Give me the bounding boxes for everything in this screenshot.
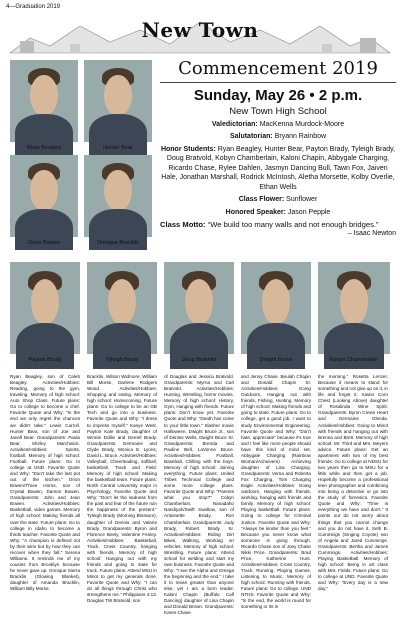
page-number: 4—Graduation 2019: [6, 4, 61, 10]
valedictorian-name: MacKenna Murdock-Moore: [259, 121, 345, 128]
class-motto-label: Class Motto:: [160, 219, 206, 229]
photo-caption: Dwight Bruce: [259, 357, 293, 363]
honored-speaker-name: Jason Pepple: [287, 208, 331, 216]
motto-attribution: – Isaac Newton: [347, 230, 396, 238]
student-photo: [10, 60, 78, 142]
honor-students-names: Ryan Beagley, Hunter Bear, Payton Brady, Tyleigh Brady, Doug Bratvold, Kobyn Chamberlain, Kaloni Chapin, Abbygale Charging, Ricardo Chase, Rylee Dahlen, Jasmyn Dancing Bull, Tawn Fox, Jaiven Hale, Jonathan Marshall, Rodrick McIntosh, Aletha Morsette, Kolby Overlie, Ethan Wells: [161, 145, 396, 191]
bio-column: Ryan Beagley, son of Caleb Beagley. Activities/Hobbies: Reading, going to the gym, traveling. Memory of high school: Auto Shop Class. Future plans: Go to college to become a chef. Favorite Quote and Why: "In the end we only regret the chances we didn't take." Lewis Carroll. Hunter Bear, son of Joe and Janell Bear. Grandparents: Paula Bear, Shirley Marchwick. Activities/Hobbies: Sports, football. Memory of high school: Football. Future plans: Go to college at UND. Favorite Quote and Why: "Don't take the last pot out of the kitchen." Orion Bowen/Three Horns, son of Crystal Bowen, Damon Bowen. Grandparents: John and Jean Bowen. Activities/Hobbies: Basketball, video games. Memory of high school: Making friends all over the state. Future plans: Go to college in Idaho to become a thirds teacher. Favorite Quote and Why: "A champion is defined not by their wins but by how they can recover when they fall." Serena Williams. It reminds me of my cousins from Brooklyn because he never gave up. Onnique Sierra Bracklin (Glowing Blanket), daughter of Amanda Bracklin, William Billy Morse.: [10, 374, 80, 592]
valedictorian-label: Valedictorian:: [211, 121, 258, 128]
photo-caption: Tyleigh Brady: [105, 357, 139, 363]
salutatorian-name: Bryann Rainbow: [274, 133, 327, 141]
salutatorian-label: Salutatorian:: [229, 133, 273, 141]
honor-students-line: [160, 145, 396, 192]
student-photo: [84, 60, 152, 142]
student-photo: [87, 262, 157, 354]
photo-caption: Payton Brady: [28, 357, 62, 363]
photo-caption: Orion Bowen: [28, 240, 60, 246]
bio-column: of Douglas and Jessica Bratvold. Grandparents: Myrna and Carl Bratvold. Activities/Hobbies: Hunting, Wrestling, horror movies. Memory of high school: History, Gym, Hanging with friends. Future plans: Don't know yet. Favorite Quote and Why: "Death has come to your little town." Slasher movie Halloween. Dwight Bruce Jr., son of Denise Wells, Dwight Bruce Sr. Grandparents: Brenda and Pauline Bell, LaVonne Bruce. Activities/Hobbies: Football, Baseball, Chilling with the boys. Memory of high school: Joining everything. Future plans: United Tribes Technical College and some more college plans. Favorite Quote and Why: "Parents what you stop?" Cobyn Chamberlain, Nanadaho Nandiyah/Swift Swallow, son of Antoinette Brady, Ron Chamberlain. Grandparents: Judy Brady, Robert Brady Sr. Activities/Hobbies: Riding Dirt Bikes, Walking, Working on vehicles. Memory of high school: Wrestling. Future plans: Attend school for welding and start my own business. Favorite Quote and Why: "I see the Alpha and Omega the beginning and the end." I take it to mean greater than anyone else, yet I am a born leader. Kaloni Chapin (Buffalo Calf Dancing) daughter of Lisa Chapin and Donald Brown. Grandparents: Karen Chase: [164, 374, 234, 616]
date-time: Sunday, May 26 • 2 p.m.: [193, 87, 363, 104]
bio-column: and Jenny Chase, Beulah Chapin and Donald Chapin Sr. Activities/Hobbies: Going Outdoors, Hanging out with friends, Fishing, Hunting. Memory of high school: Making friends and going to state. Future plans: Go to college, get a good job. I want to study Environmental Engineering. Favorite Quote and Why: "Don't hate, appreciate" because it's true and I feel like more people should have this kind of mind set. Abbygale Charging (Rainbow Woman/Achievers) Achieving daughter of Lisa Charging. Grandparents: Verna and Roberta Fox Charging, Tom Charging Eagle. Activities/Hobbies: Going outdoors, Hanging with friends, working, hanging with friends and family. Memory of high school: Playing basketball. Future plans: Going to college for Criminal Justice. Favorite Quote and Why: "Always be kinder than you feel." Because you never know what someone is going through. Ricardo Chase son of Joey Chase Nikki Price. Grandparents: Brad Price, Katherine Hunt. Activities/Hobbies: Cross Country, Track, Running, Playing Games, Listening to Music. Memory of high school: Running with friends. Future plans: Go to college. UND NTHS. Favorite Quote and Why: "In the end, the world is round for something or its in: [241, 374, 311, 610]
honor-students-label: Honor Students:: [160, 145, 216, 153]
student-photo: [84, 155, 152, 237]
photo-caption: Ryan Beagley: [26, 145, 62, 151]
bio-column: the morning." Rosetta Lenzer. Because it means to stand for something and not give up on it, in life and forget it. Xavier Corn Chest (Looking Above) daughter of Rosalinda Wine Spirit. Grandparents: Byron Crews Heart and Germaine Glenda. Activities/Hobbies: Going to Minot with friends and hanging out with Brenna and Brett. Memory of high school: Mr. Third and Mrs. Meyers advice. Future plans: Get an apartment with two of my best friends. Go to college at NDSU for two years then go to MSU for a little while and then get a job. Hopefully become a professional teen photographer and combining into being a detective or go into the study of forensics. Favorite Quote and Why: "Time is everything we have and don't." It points out do not worry about things that you cannot change and you do not have it. Seth B. Cummings (Singing Coyote) son of Angela and Jared Cummings. Grandparents: Bertha and James Cummings. Activities/Hobbies: Playing Basketball. Memory of high school: Being in art class with Mrs. Fields. Future plans: Go to college at UND. Favorite Quote and Why: "Every day is a new day.": [318, 374, 388, 592]
location: New Town High School: [229, 106, 327, 117]
photo-caption: Onnique Bracklin: [97, 240, 139, 246]
divider: [160, 82, 396, 83]
class-motto: [160, 220, 396, 230]
student-photo: [241, 262, 311, 354]
photo-caption: Hunter Bear: [103, 145, 133, 151]
salutatorian-line: [160, 132, 396, 141]
student-photo: [10, 155, 78, 237]
class-motto-text: “We build too many walls and not enough bridges.”: [207, 219, 379, 229]
class-flower-label: Class Flower:: [238, 196, 285, 204]
student-photo: [318, 262, 390, 354]
banner-title: New Town: [141, 18, 259, 42]
class-flower-line: [160, 195, 396, 204]
honored-speaker-label: Honored Speaker:: [225, 208, 286, 216]
commencement-title: Commencement 2019: [178, 58, 378, 79]
student-photo: [164, 262, 234, 354]
bio-column: Bracklin, Wilson Widmore, William Bill Morse, Darlene Rodgers Wood. Activities/Hobbies: Shopping and eating. Memory of high school: Homecoming. Future plans: Go to college to be an OB Tech and go into a business. Favorite Quote and Why: "I dress to impress myself." Kanye West. Payton Kale Brady, daughter of Winnie Dollie and Derrell Brady. Grandparents: Germaine and Clyde Brady, Monica E. Lyons, David L. Bruce. Activities/Hobbies: Volleyball, Cheerleading, softball, basketball, Track and Field. Memory of high school: Making the basketball team. Future plans: North Central University major in Psychology. Favorite Quote and Why: "Don't let the sadness from the past and fear of the future ruin the happiness of the present." Tyleigh Brady (Morning Blossom), daughter of Dennis and Valerie Brady. Grandparents: Byron and Florence Beely, Valentine Fenley. Activities/Hobbies: Basketball, Track, Cross Country, hanging with friends. Memory of high school: Hanging out with my friends and going to state for track. Future plans: Attend MSU in Minot to get my generals done. Favorite Quote and Why: "I can do all things through Christ who strengthens me." Philippians 4:13. Douglas TW Bratvold, son: [87, 374, 157, 604]
student-photo: [10, 262, 80, 354]
valedictorian-line: [160, 120, 396, 129]
class-flower-value: Sunflower: [286, 196, 318, 204]
photo-caption: Doug Bratvold: [181, 357, 217, 363]
honored-speaker-line: [160, 208, 396, 217]
photo-caption: Kobyn Chamberlain: [329, 357, 379, 363]
commencement-block: [160, 58, 396, 237]
